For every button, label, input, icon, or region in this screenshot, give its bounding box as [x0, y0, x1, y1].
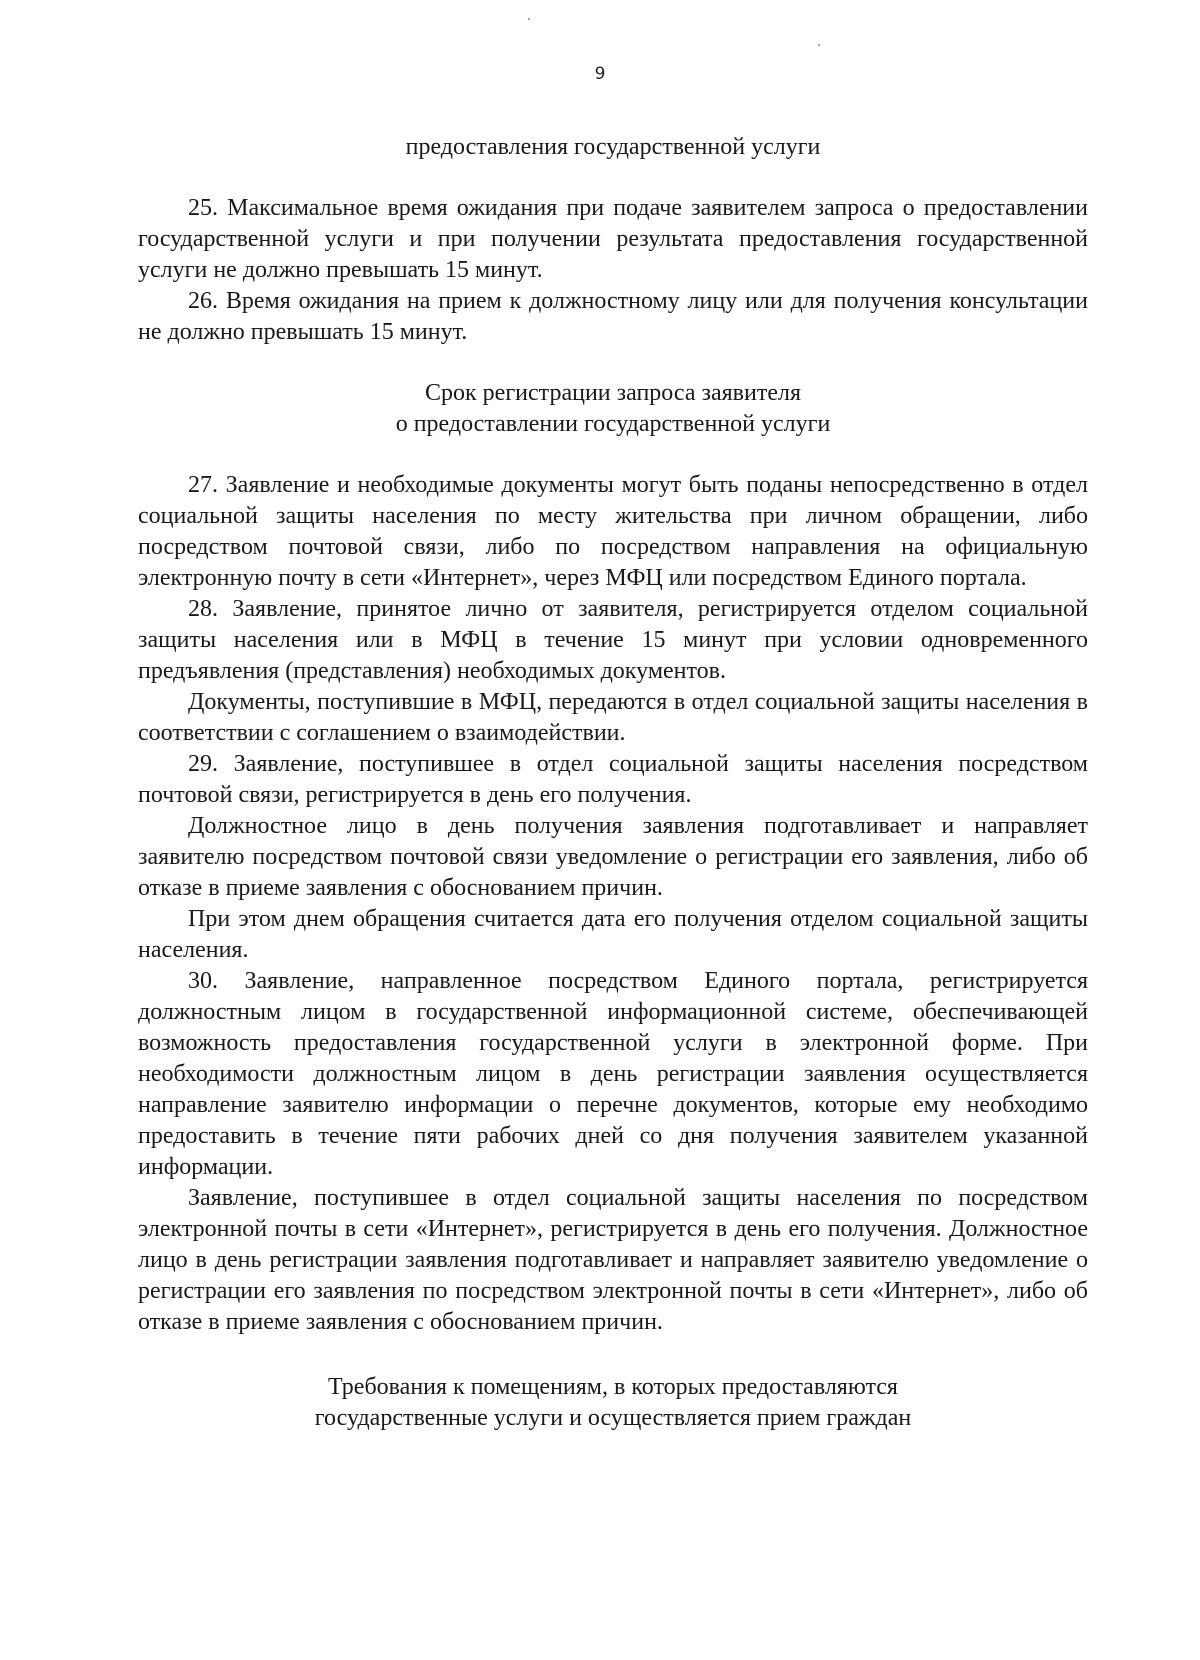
scan-speck [528, 18, 530, 20]
paragraph-27: 27. Заявление и необходимые документы могут быть поданы непосредственно в отдел социальной защиты населения по месту жительства при личном обращении, либо посредством почтовой связи, либо по посредством направления на официальную электронную почту в сети «Интернет», через МФЦ или посредством Единого портала. [138, 472, 1088, 591]
paragraph-29-official: Должностное лицо в день получения заявления подготавливает и направляет заявителю посредством почтовой связи уведомление о регистрации его заявления, либо об отказе в приеме заявления с обоснованием причин. [138, 813, 1088, 901]
section-heading-premises [138, 1372, 1088, 1434]
section-heading-top: предоставления государственной услуги [405, 134, 821, 160]
section-heading-registration [138, 378, 1088, 440]
paragraph-28-mfc: Документы, поступившие в МФЦ, передаются в отдел социальной защиты населения в соответствии с соглашением о взаимодействии. [138, 689, 1088, 746]
heading-line: о предоставлении государственной услуги [395, 411, 831, 437]
paragraph-29: 29. Заявление, поступившее в отдел социальной защиты населения посредством почтовой связи, регистрируется в день его получения. [138, 751, 1088, 808]
paragraph-29-date: При этом днем обращения считается дата его получения отделом социальной защиты населения. [138, 906, 1088, 963]
document-body [138, 132, 1088, 1434]
scan-speck [818, 44, 820, 46]
paragraph-30-email: Заявление, поступившее в отдел социальной защиты населения по посредством электронной почты в сети «Интернет», регистрируется в день его получения. Должностное лицо в день регистрации заявления подготавливает и направляет заявителю уведомление о регистрации его заявления по посредством электронной почты в сети «Интернет», либо об отказе в приеме заявления с обоснованием причин. [138, 1185, 1088, 1335]
paragraph-26: 26. Время ожидания на прием к должностному лицу или для получения консультации не должно превышать 15 минут. [138, 288, 1088, 345]
paragraph-25: 25. Максимальное время ожидания при подаче заявителем запроса о предоставлении государственной услуги и при получении результата предоставления государственной услуги не должно превышать 15 минут. [138, 195, 1088, 283]
paragraph-28: 28. Заявление, принятое лично от заявителя, регистрируется отделом социальной защиты населения или в МФЦ в течение 15 минут при условии одновременного предъявления (представления) необходимых документов. [138, 596, 1088, 684]
paragraph-30: 30. Заявление, направленное посредством Единого портала, регистрируется должностным лицом в государственной информационной системе, обеспечивающей возможность предоставления государственной услуги в электронной форме. При необходимости должностным лицом в день регистрации заявления осуществляется направление заявителю информации о перечне документов, которые ему необходимо предоставить в течение пяти рабочих дней со дня получения заявителем указанной информации. [138, 968, 1088, 1180]
heading-line: Срок регистрации запроса заявителя [425, 380, 801, 406]
heading-line: государственные услуги и осуществляется прием граждан [314, 1405, 912, 1431]
heading-line: Требования к помещениям, в которых предоставляются [328, 1374, 898, 1400]
page-number: 9 [594, 64, 606, 84]
